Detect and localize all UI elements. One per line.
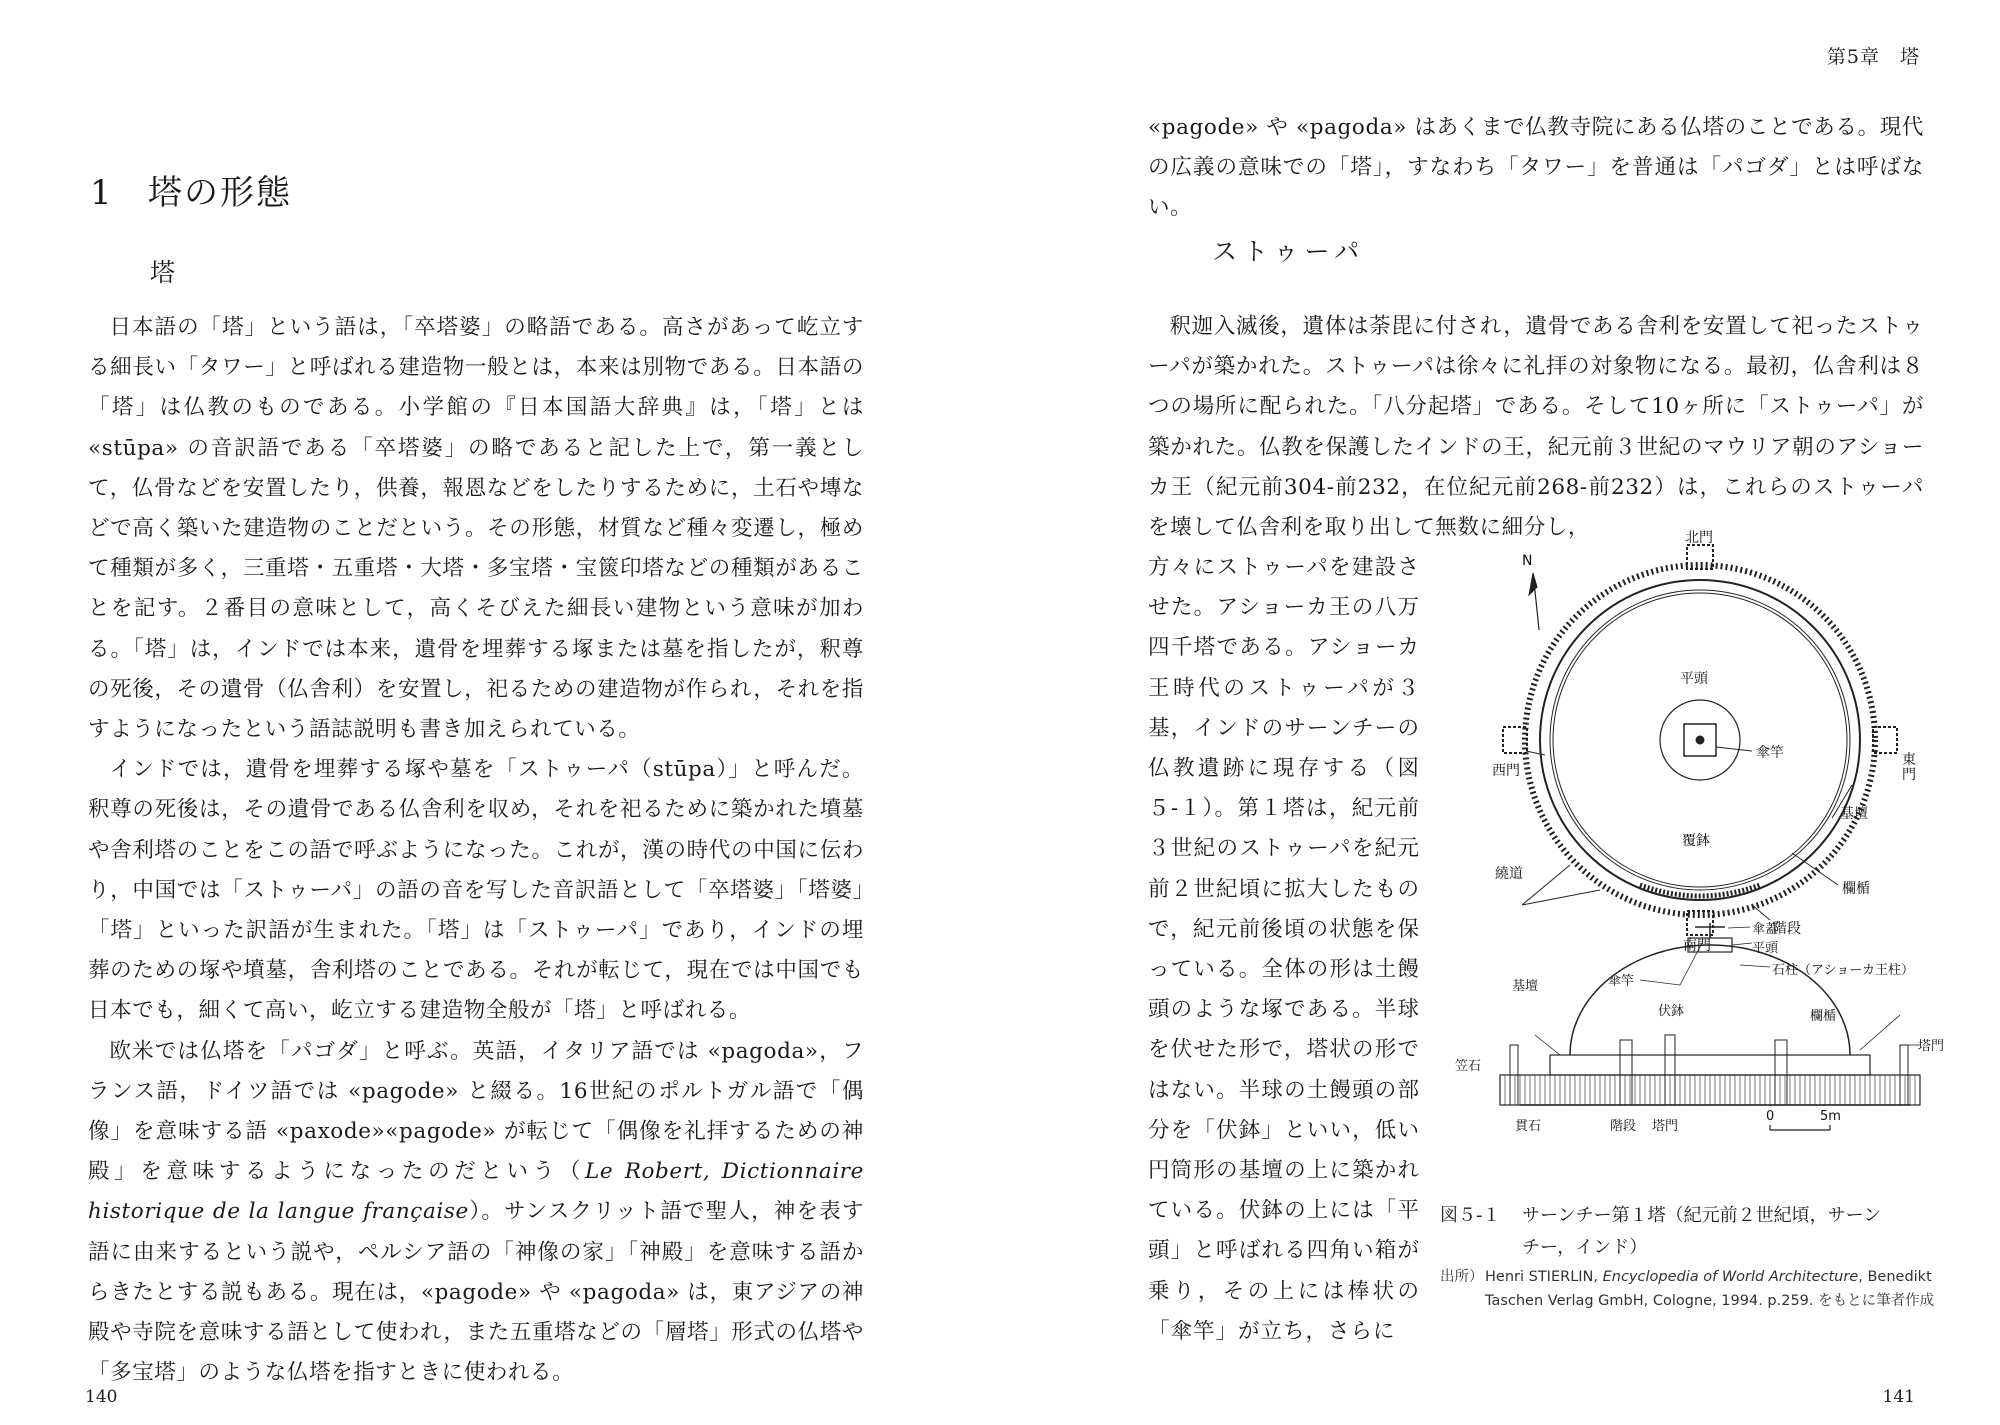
sanchi-drawing [1440, 535, 1940, 1165]
paragraph: インドでは，遺骨を埋葬する塚や墓を「ストゥーパ（stūpa）」と呼んだ。釈尊の死後は，その遺骨である仏舎利を収め，それを祀るために築かれた墳墓や舎利塔のことをこの語で呼ぶようになった。これが，漢の時代の中国に伝わり，中国では「ストゥーパ」の語の音を写した音訳語として「卒塔婆」「塔婆」「塔」といった訳語が生まれた。「塔」は「ストゥーパ」であり，インドの埋葬のための塚や墳墓，舎利塔のことである。それが転じて，現在では中国でも日本でも，細くて高い，屹立する建造物全般が「塔」と呼ばれる。 [88, 757, 864, 1024]
text-run: ）。 [468, 1199, 505, 1225]
label-path: 繞道 [1495, 866, 1523, 882]
label-chattra: 傘竿 [1756, 745, 1784, 761]
paragraph: «pagode» や «pagoda» はあくまで仏教寺院にある仏塔のことである。現代の広義の意味での「塔」，すなわち「タワー」を普通は「パゴダ」とは呼ばない。 [1148, 115, 1924, 221]
italic-title: Le Robert, Dictionnaire historique de la langue française [88, 1159, 864, 1225]
section-title-text: 塔の形態 [148, 173, 292, 213]
source-author: Henri STIERLIN, [1485, 1269, 1603, 1285]
figure-sanchi-stupa [1440, 530, 1945, 1165]
subheading-tower: 塔 [150, 258, 182, 287]
paragraph [88, 1032, 864, 1394]
right-page [1000, 0, 2000, 1425]
text-run: 欧米では仏塔を「パゴダ」と呼ぶ。英語，イタリア語では «pagoda»，フランス語，ドイツ語では «pagode» と綴る。16世紀のポルトガル語で「偶像」を意味する語 «paxode»«pagode» が転じて「偶像を礼拝するための神殿」を意味するようになったのだという（ [88, 1038, 864, 1185]
paragraph: 日本語の「塔」という語は，「卒塔婆」の略語である。高さがあって屹立する細長い「タワー」と呼ばれる建造物一般とは，本来は別物である。日本語の「塔」は仏教のものである。小学館の『日本国語大辞典』は，「塔」とは «stūpa» の音訳語である「卒塔婆」の略であると記した上で，第一義として，仏骨などを安置したり，供養，報恩などをしたりするために，土石や塼などで高く築いた建造物のことだという。その形態，材質など種々変遷し，極めて種類が多く，三重塔・五重塔・大塔・多宝塔・宝篋印塔などの種類があることを記す。２番目の意味として，高くそびえた細長い建物という意味が加わる。「塔」は，インドでは本来，遺骨を埋葬する塚または墓を指したが，釈尊の死後，その遺骨（仏舎利）を安置し，祀るための建造物が作られ，それを指すようになったという語誌説明も書き加えられている。 [88, 315, 864, 743]
section-title [90, 165, 292, 214]
right-intro-text [1148, 108, 1924, 229]
source-title: Encyclopedia of World Architecture [1602, 1269, 1859, 1285]
subheading-stupa: ストゥーパ [1212, 237, 1366, 266]
label-west-gate: 西門 [1492, 763, 1520, 779]
label-base: 基壇 [1840, 806, 1868, 822]
plan-view [1503, 545, 1897, 935]
label-canopy: 傘蓋 [1752, 922, 1779, 937]
label-coping: 笠石 [1455, 1059, 1482, 1074]
scale-zero: 0 [1766, 1109, 1775, 1124]
page-number-right: 141 [1882, 1387, 1915, 1407]
label-dome-elev: 伏鉢 [1658, 1004, 1685, 1019]
label-harmika: 平頭 [1680, 671, 1708, 687]
page-number-left: 140 [85, 1387, 118, 1407]
label-railing-elev: 欄楯 [1810, 1009, 1837, 1024]
label-harmika-elev: 平頭 [1752, 941, 1779, 956]
label-east-gate: 東門 [1902, 752, 1916, 783]
section-number: 1 [90, 173, 114, 213]
paragraph: 釈迦入滅後，遺体は荼毘に付され，遺骨である舎利を安置して祀ったストゥーパが築かれた。ストゥーパは徐々に礼拝の対象物になる。最初，仏舎利は８つの場所に配られた。「八分起塔」である。そして10ヶ所に「ストゥーパ」が築かれた。仏教を保護したインドの王，紀元前３世紀のマウリア朝のアショーカ王（紀元前304-前232，在位紀元前268-前232）は，これらのストゥーパを壊して仏舎利を取り出して無数に細分し， [1148, 314, 1924, 541]
label-through-stone: 貫石 [1515, 1119, 1542, 1134]
figure-source [1440, 1265, 1965, 1313]
label-chattra-elev: 傘竿 [1608, 974, 1635, 989]
left-body-text [88, 308, 864, 1393]
label-stairs-plan: 階段 [1773, 921, 1801, 937]
label-gate-elev: 塔門 [1918, 1039, 1945, 1054]
caption-line-2: チー，インド） [1522, 1237, 1648, 1258]
caption-line-1: サーンチー第１塔（紀元前２世紀頃，サーン [1522, 1205, 1882, 1226]
source-label: 出所） [1440, 1269, 1484, 1285]
label-south-gate: 南門 [1683, 938, 1711, 954]
label-gate2-elev: 塔門 [1652, 1119, 1679, 1134]
label-north-gate: 北門 [1685, 530, 1713, 546]
right-body-text [1148, 307, 1924, 548]
north-arrow-label: N [1522, 553, 1533, 569]
label-base-elev: 基壇 [1512, 979, 1539, 994]
source-rest: , Benedikt Taschen Verlag GmbH, Cologne, 1994. p.259. をもとに筆者作成 [1485, 1269, 1935, 1309]
label-railing-plan: 欄楯 [1842, 881, 1870, 897]
text-run: サンスクリット語で聖人，神を表す語に由来するという説や，ペルシア語の「神像の家」「神殿」を意味する語からきたとする説もある。現在は，«pagode» や «pagoda» は，東アジアの神殿や寺院を意味する語として使われ，また五重塔などの「層塔」形式の仏塔や「多宝塔」のような仏塔を指すときに使われる。 [88, 1199, 864, 1386]
running-head: 第5章 塔 [1826, 46, 1920, 68]
label-stairs-elev: 階段 [1610, 1119, 1637, 1134]
source-text [1485, 1265, 1955, 1313]
scale-five-m: 5m [1820, 1109, 1841, 1124]
label-dome-plan: 覆鉢 [1682, 833, 1710, 849]
figure-number: 図５-１ [1440, 1205, 1501, 1226]
right-narrow-text: 方々にストゥーパを建設させた。アショーカ王の八万四千塔である。アショーカ王時代のストゥーパが３基，インドのサーンチーの仏教遺跡に現存する（図５-１）。第１塔は，紀元前３世紀のストゥーパを紀元前２世紀頃に拡大したもので，紀元前後頃の状態を保っている。全体の形は土饅頭のような塚である。半球を伏せた形で，塔状の形ではない。半球の土饅頭の部分を「伏鉢」といい，低い円筒形の基壇の上に築かれている。伏鉢の上には「平頭」と呼ばれる四角い箱が乗り，その上には棒状の「傘竿」が立ち，さらに [1148, 555, 1420, 1344]
figure-caption [1440, 1200, 1960, 1264]
label-pillar: 石柱（アショーカ王柱） [1772, 963, 1914, 978]
